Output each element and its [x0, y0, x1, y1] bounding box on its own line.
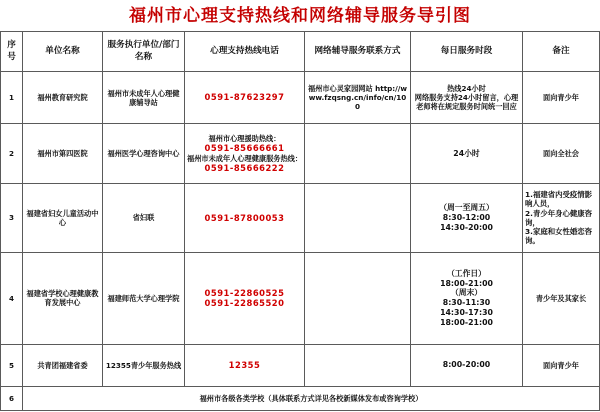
row-no: 5 [1, 344, 23, 386]
row-hours [411, 72, 523, 124]
hotline-number[interactable]: 12355 [228, 360, 261, 371]
row-unit: 福建省妇女儿童活动中心 [23, 184, 103, 252]
table-row [1, 124, 600, 184]
header-unit: 单位名称 [23, 32, 103, 72]
hotline-number[interactable]: 0591-22860525 [204, 287, 285, 298]
row-hours [411, 184, 523, 252]
header-online: 网络辅导服务联系方式 [305, 32, 411, 72]
page-title: 福州市心理支持热线和网络辅导服务导引图 [129, 6, 471, 26]
row-note: 青少年及其家长 [523, 252, 600, 344]
row-hotline[interactable] [185, 72, 305, 124]
note-line: 3.家庭和女性婚恋咨询。 [525, 227, 593, 246]
hotline-number[interactable]: 0591-22865520 [204, 298, 285, 309]
row-online [305, 344, 411, 386]
row-online[interactable]: 福州市心灵家园网站 http://www.fzqsng.cn/info/cn/100 [305, 72, 411, 124]
row-no: 1 [1, 72, 23, 124]
hotline-label: 福州市心理援助热线： [208, 134, 281, 144]
row-note: 面向全社会 [523, 124, 600, 184]
header-exec: 服务执行单位/部门名称 [103, 32, 185, 72]
hotline-number[interactable]: 0591-87800053 [204, 212, 285, 223]
hotline-number[interactable]: 0591-85666222 [204, 162, 285, 173]
row-no: 2 [1, 124, 23, 184]
hours-line: 14:30-20:00 [440, 222, 493, 232]
row-hotline[interactable] [185, 124, 305, 184]
hours-line: 18:00-21:00 [440, 278, 493, 288]
hours-line: 8:30-12:00 [442, 213, 491, 223]
header-no: 序号 [1, 32, 23, 72]
table-header-row [1, 32, 600, 72]
row-online [305, 252, 411, 344]
row-note [523, 184, 600, 252]
row-no: 4 [1, 252, 23, 344]
row-exec: 福州市未成年人心理健康辅导站 [103, 72, 185, 124]
row-no: 6 [1, 386, 23, 410]
hotline-number[interactable]: 0591-85666661 [204, 143, 285, 154]
row-note: 面向青少年 [523, 72, 600, 124]
hours-line: 热线24小时 [447, 84, 486, 94]
hours-line: （周一至周五） [439, 203, 494, 213]
table-row [1, 252, 600, 344]
header-hours: 每日服务时段 [411, 32, 523, 72]
hours-line: 8:30-11:30 [442, 298, 491, 308]
hours-line: 网络服务支持24小时留言，心理老师将在规定服务时间统一回应 [414, 93, 519, 112]
row-exec: 福州医学心理咨询中心 [103, 124, 185, 184]
table-row [1, 184, 600, 252]
hours-line: （工作日） [447, 268, 486, 278]
row-exec: 省妇联 [103, 184, 185, 252]
row-merged-schools: 福州市各级各类学校（具体联系方式详见各校新媒体发布或咨询学校） [23, 386, 600, 410]
row-unit: 福建省学校心理健康教育发展中心 [23, 252, 103, 344]
row-unit: 福州市第四医院 [23, 124, 103, 184]
row-hotline[interactable] [185, 252, 305, 344]
row-online [305, 124, 411, 184]
note-line: 1.福建省内受疫情影响人员， [525, 190, 593, 209]
table-row [1, 72, 600, 124]
row-unit: 共青团福建省委 [23, 344, 103, 386]
hotline-number[interactable]: 0591-87623297 [204, 92, 285, 103]
table-row [1, 386, 600, 410]
note-line: 2.青少年身心健康咨询， [525, 208, 593, 227]
row-exec: 12355青少年服务热线 [103, 344, 185, 386]
row-hotline[interactable] [185, 344, 305, 386]
hours-line: 8:00-20:00 [442, 360, 491, 370]
header-note: 备注 [523, 32, 600, 72]
row-no: 3 [1, 184, 23, 252]
hours-line: 14:30-17:30 [440, 307, 493, 317]
row-hours [411, 344, 523, 386]
service-table [0, 31, 600, 411]
hours-line: 18:00-21:00 [440, 317, 493, 327]
row-hours [411, 124, 523, 184]
table-row [1, 344, 600, 386]
row-hotline[interactable] [185, 184, 305, 252]
hotline-label: 福州市未成年人心理健康服务热线： [187, 153, 303, 163]
row-online [305, 184, 411, 252]
hours-line: （周末） [450, 288, 483, 298]
hours-line: 24小时 [453, 148, 480, 158]
row-note: 面向青少年 [523, 344, 600, 386]
row-hours [411, 252, 523, 344]
header-hotline: 心理支持热线电话 [185, 32, 305, 72]
row-unit: 福州教育研究院 [23, 72, 103, 124]
row-exec: 福建师范大学心理学院 [103, 252, 185, 344]
